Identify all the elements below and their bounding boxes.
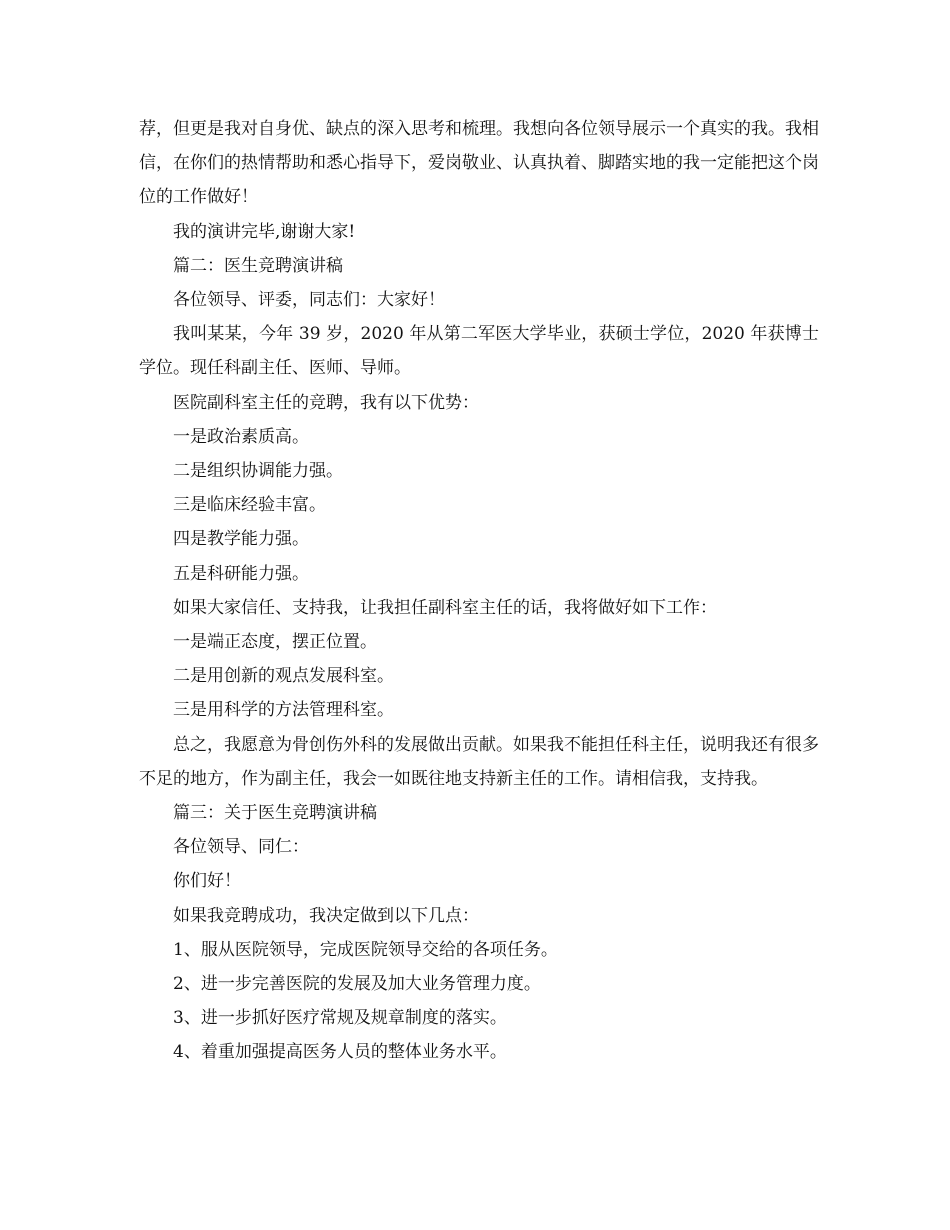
paragraph-advantages-lead: 医院副科室主任的竞聘，我有以下优势： — [173, 392, 479, 413]
list-item-advantage-2: 二是组织协调能力强。 — [173, 461, 343, 482]
list-item-advantage-1: 一是政治素质高。 — [173, 426, 309, 447]
list-item-commitment-1: 1、服从医院领导，完成医院领导交给的各项任务。 — [173, 939, 558, 960]
paragraph-work-lead: 如果大家信任、支持我，让我担任副科室主任的话，我将做好如下工作： — [173, 597, 717, 618]
list-item-work-1: 一是端正态度，摆正位置。 — [173, 632, 377, 653]
document-body — [139, 112, 819, 1070]
list-item-advantage-4: 四是教学能力强。 — [173, 529, 309, 550]
paragraph-hello: 你们好！ — [173, 871, 241, 892]
paragraph-summary: 总之，我愿意为骨创伤外科的发展做出贡献。如果我不能担任科主任，说明我还有很多不足的地方，作为副主任，我会一如既往地支持新主任的工作。请相信我，支持我。 — [139, 734, 819, 789]
list-item-work-2: 二是用创新的观点发展科室。 — [173, 666, 394, 687]
paragraph-commitments-lead: 如果我竞聘成功，我决定做到以下几点： — [173, 905, 479, 926]
paragraph-greeting: 各位领导、评委，同志们：大家好！ — [173, 290, 445, 311]
list-item-commitment-4: 4、着重加强提高医务人员的整体业务水平。 — [173, 1042, 507, 1063]
list-item-commitment-2: 2、进一步完善医院的发展及加大业务管理力度。 — [173, 974, 541, 995]
paragraph-salutation: 各位领导、同仁： — [173, 837, 309, 858]
section-heading-3: 篇三：关于医生竞聘演讲稿 — [173, 803, 377, 824]
section-heading-2: 篇二：医生竞聘演讲稿 — [173, 255, 343, 276]
list-item-commitment-3: 3、进一步抓好医疗常规及规章制度的落实。 — [173, 1008, 507, 1029]
paragraph-closing: 我的演讲完毕,谢谢大家! — [173, 221, 356, 242]
list-item-advantage-5: 五是科研能力强。 — [173, 563, 309, 584]
list-item-advantage-3: 三是临床经验丰富。 — [173, 495, 326, 516]
list-item-work-3: 三是用科学的方法管理科室。 — [173, 700, 394, 721]
paragraph-intro: 我叫某某，今年 39 岁，2020 年从第二军医大学毕业，获硕士学位，2020 年获博士学位。现任科副主任、医师、导师。 — [139, 324, 819, 379]
paragraph-continuation: 荐，但更是我对自身优、缺点的深入思考和梳理。我想向各位领导展示一个真实的我。我相信，在你们的热情帮助和悉心指导下，爱岗敬业、认真执着、脚踏实地的我一定能把这个岗位的工作做好！ — [139, 119, 819, 208]
